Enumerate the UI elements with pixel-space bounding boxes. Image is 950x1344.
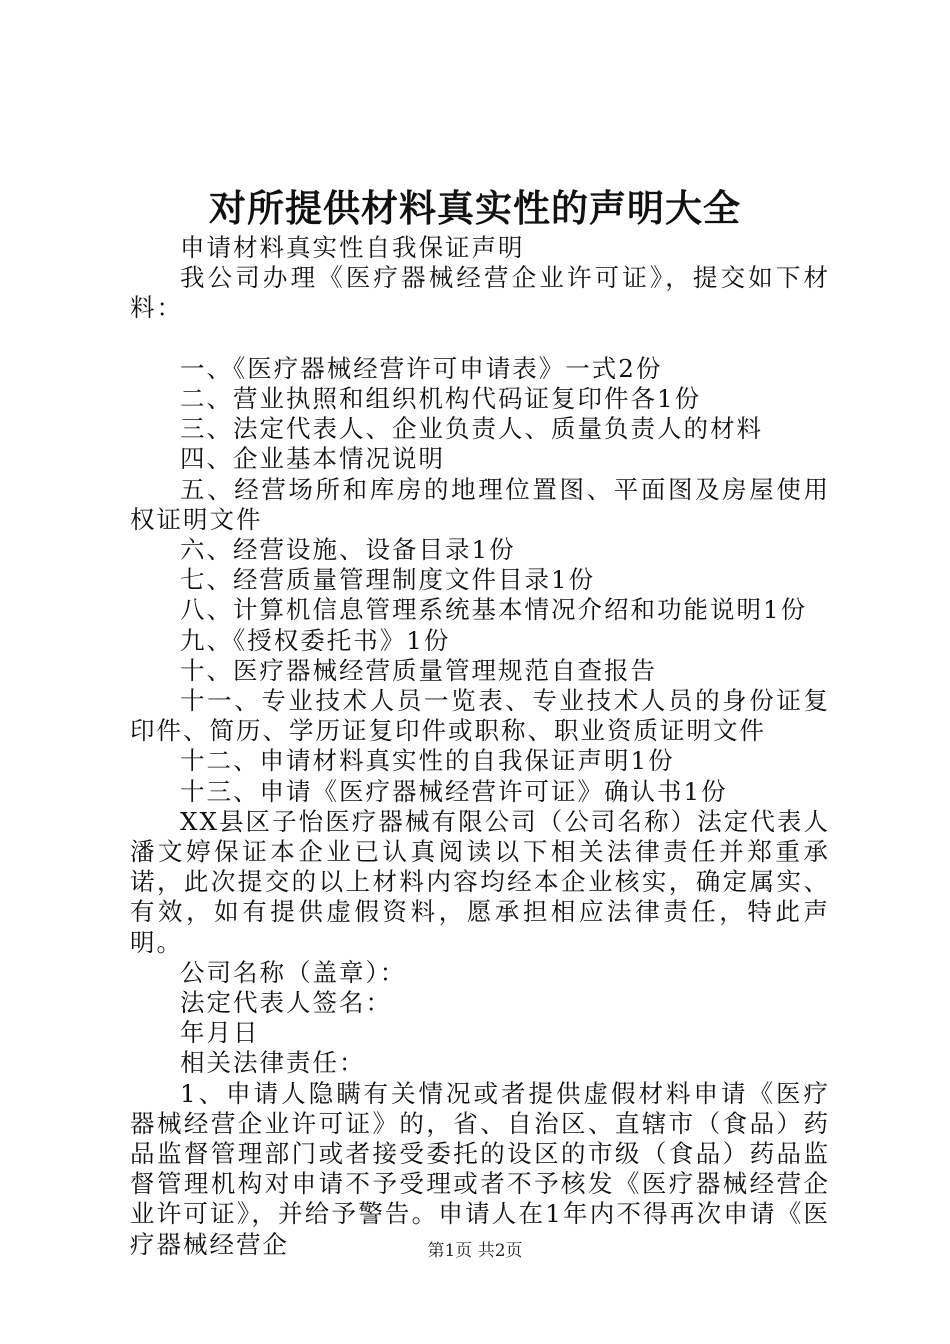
list-item: 三、法定代表人、企业负责人、质量负责人的材料 [180, 414, 763, 444]
list-item: 一、《医疗器械经营许可申请表》一式2份 [180, 353, 663, 383]
list-item: 五、经营场所和库房的地理位置图、平面图及房屋使用权证明文件 [130, 474, 830, 534]
list-item: 八、计算机信息管理系统基本情况介绍和功能说明1份 [180, 595, 808, 625]
list-item: 十一、专业技术人员一览表、专业技术人员的身份证复印件、简历、学历证复印件或职称、职业资质证明文件 [130, 686, 830, 746]
date-line: 年月日 [180, 1018, 260, 1048]
paragraph-intro: 我公司办理《医疗器械经营企业许可证》，提交如下材料： [130, 263, 830, 323]
list-item: 七、经营质量管理制度文件目录1份 [180, 565, 596, 595]
company-seal-line: 公司名称（盖章）： [180, 957, 407, 987]
list-item: 二、营业执照和组织机构代码证复印件各1份 [180, 384, 702, 413]
document-title: 对所提供材料真实性的声明大全 [209, 186, 741, 230]
list-item: 十三、申请《医疗器械经营许可证》确认书1份 [180, 776, 728, 806]
legal-item: 1、申请人隐瞒有关情况或者提供虚假材料申请《医疗器械经营企业许可证》的，省、自治区、直辖市（食品）药品监督管理部门或者接受委托的设区的市级（食品）药品监督管理机构对申请不予受理或者不予核发《医疗器械经营企业许可证》，并给予警告。申请人在1年内不得再次申请《医疗器械经营企 [130, 1078, 830, 1259]
page-footer: 第1页 共2页 [427, 1241, 523, 1261]
document-body [130, 233, 830, 1260]
legal-heading: 相关法律责任： [180, 1048, 366, 1078]
list-item: 九、《授权委托书》1份 [180, 625, 451, 655]
list-item: 六、经营设施、设备目录1份 [180, 535, 516, 565]
signature-line: 法定代表人签名： [180, 988, 392, 1018]
list-item: 四、企业基本情况说明 [180, 444, 445, 474]
blank-line [130, 324, 830, 354]
list-item: 十二、申请材料真实性的自我保证声明1份 [180, 746, 675, 776]
declaration-paragraph: XX县区子怡医疗器械有限公司（公司名称）法定代表人潘文婷保证本企业已认真阅读以下相关法律责任并郑重承诺，此次提交的以上材料内容均经本企业核实，确定属实、有效，如有提供虚假资料，愿承担相应法律责任，特此声明。 [130, 806, 830, 957]
paragraph-heading: 申请材料真实性自我保证声明 [180, 233, 525, 262]
list-item: 十、医疗器械经营质量管理规范自查报告 [180, 655, 657, 685]
